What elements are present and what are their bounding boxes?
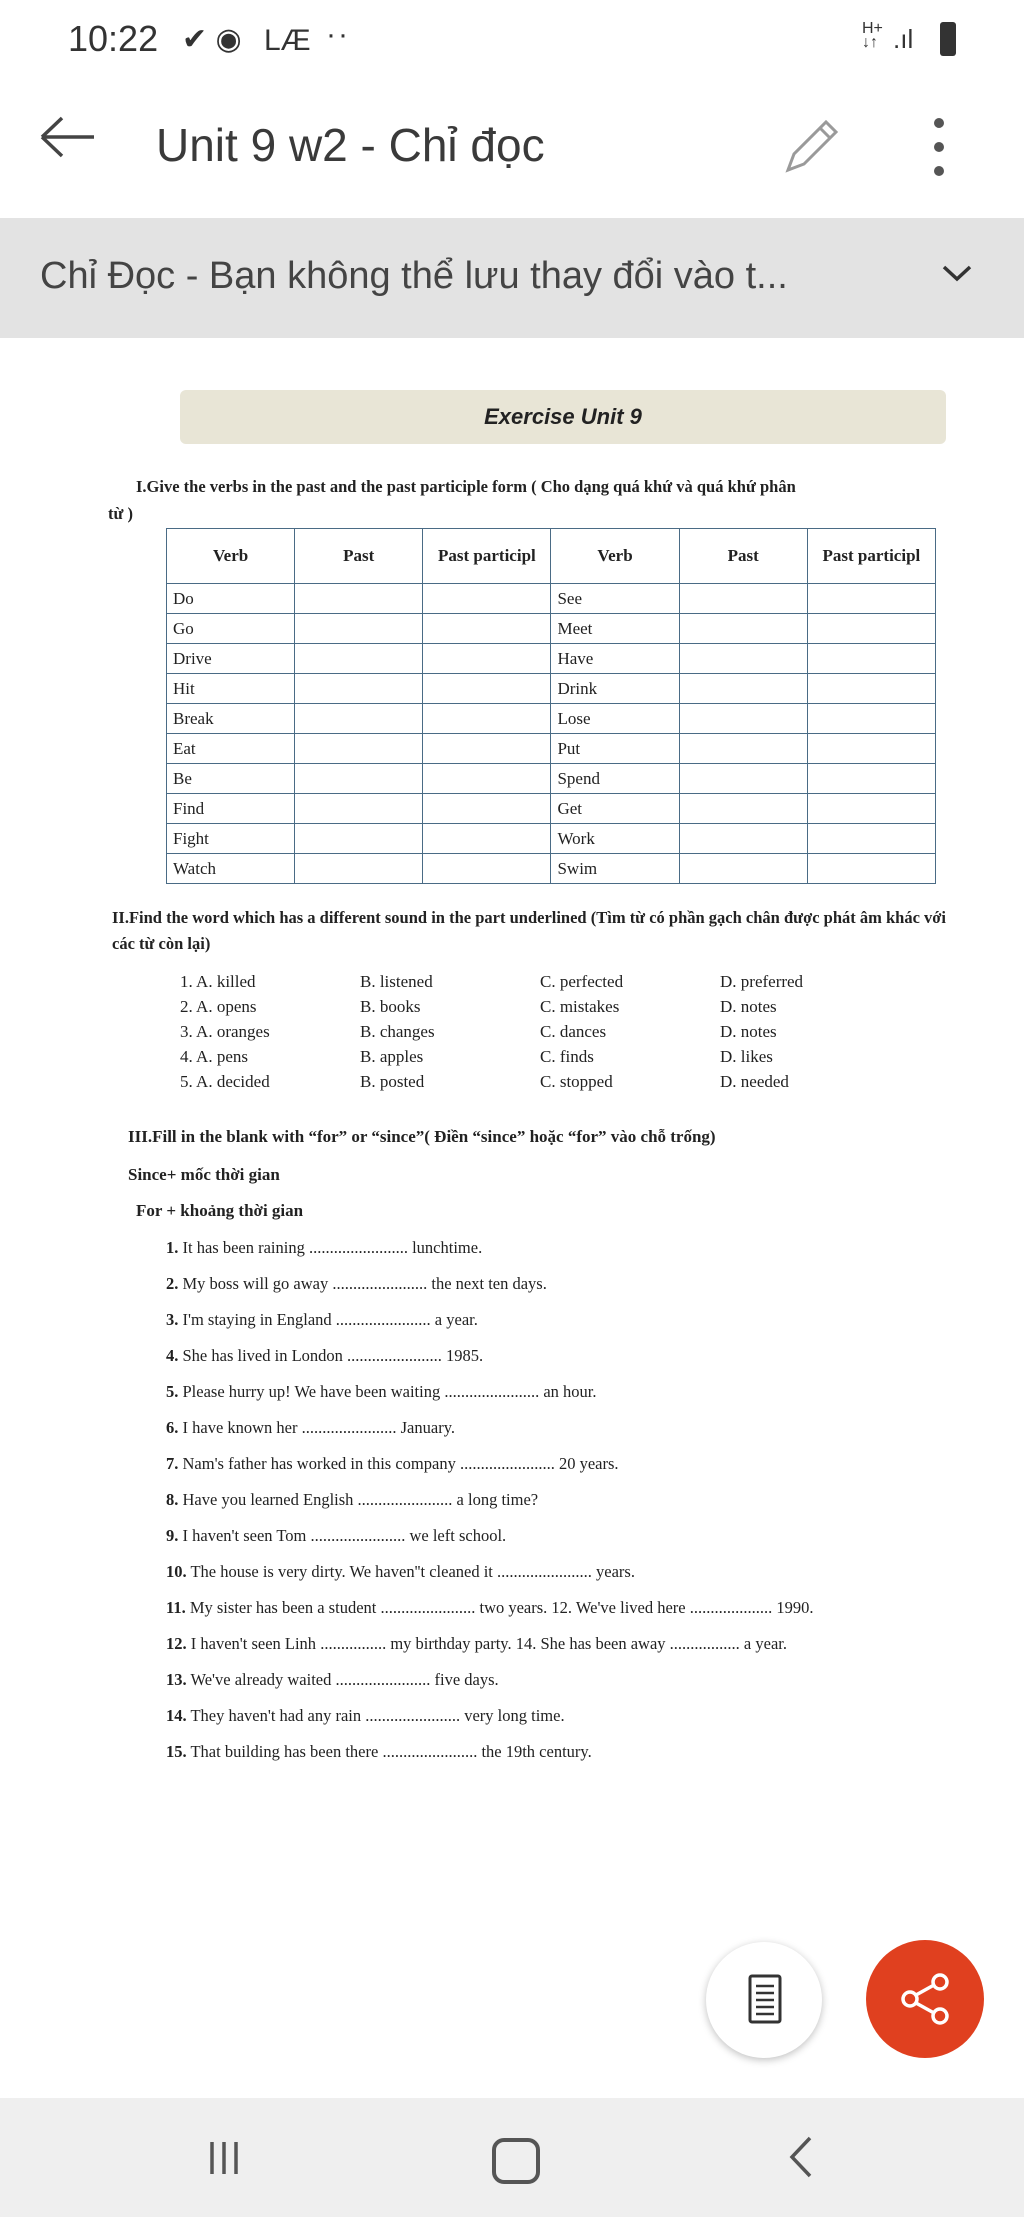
chevron-down-icon[interactable] bbox=[940, 262, 974, 289]
list-item: 10. The house is very dirty. We haven''t cleaned it ....................... years. bbox=[166, 1562, 635, 1581]
verb-cell: Have bbox=[551, 644, 679, 674]
section2-title: II.Find the word which has a different sound in the part underlined (Tìm từ có phần gạch chân được phát âm khác với các từ còn lại) bbox=[112, 908, 947, 953]
verb-cell: Hit bbox=[167, 674, 295, 704]
list-item: 1. It has been raining ........................ lunchtime. bbox=[166, 1238, 483, 1257]
verb-cell: Work bbox=[551, 824, 679, 854]
verb-cell: Spend bbox=[551, 764, 679, 794]
table-row bbox=[167, 704, 936, 734]
signal-icon: .ıl bbox=[893, 24, 914, 54]
header-verb: Verb bbox=[167, 529, 295, 584]
table-row bbox=[167, 614, 936, 644]
exercise-heading: Exercise Unit 9 bbox=[180, 390, 946, 444]
table-row bbox=[167, 824, 936, 854]
readonly-banner-text: Chỉ Đọc - Bạn không thể lưu thay đổi vào t... bbox=[40, 255, 788, 297]
recent-apps-icon[interactable] bbox=[206, 2138, 246, 2183]
notification-icons: ✔ ◉ bbox=[182, 23, 242, 56]
list-item: 3. A. oranges B. changes C. dances D. notes bbox=[180, 1022, 777, 1041]
table-row bbox=[167, 794, 936, 824]
list-item: 4. She has lived in London ....................... 1985. bbox=[166, 1346, 484, 1365]
verb-cell: Get bbox=[551, 794, 679, 824]
back-chevron-icon[interactable] bbox=[786, 2134, 816, 2185]
header-past-participle: Past participl bbox=[423, 529, 551, 584]
verb-cell: Be bbox=[167, 764, 295, 794]
verb-cell: Find bbox=[167, 794, 295, 824]
list-item: 5. A. decided B. posted C. stopped D. needed bbox=[180, 1072, 789, 1091]
list-item: 1. A. killed B. listened C. perfected D. preferred bbox=[180, 972, 804, 991]
table-row bbox=[167, 644, 936, 674]
table-row bbox=[167, 764, 936, 794]
home-icon[interactable] bbox=[492, 2138, 540, 2184]
table-row bbox=[167, 674, 936, 704]
verb-cell: Lose bbox=[551, 704, 679, 734]
verb-table-header bbox=[167, 529, 936, 584]
lte-label: LÆ bbox=[264, 24, 311, 57]
header-past: Past bbox=[679, 529, 807, 584]
verb-cell: Break bbox=[167, 704, 295, 734]
list-item: 4. A. pens B. apples C. finds D. likes bbox=[180, 1047, 773, 1066]
section1-title: I.Give the verbs in the past and the past participle form ( Cho dạng quá khứ và quá khứ phân bbox=[136, 477, 796, 496]
list-item: 7. Nam's father has worked in this company ....................... 20 years. bbox=[166, 1454, 619, 1473]
more-vertical-icon[interactable] bbox=[930, 118, 948, 190]
battery-icon bbox=[940, 22, 956, 56]
arrow-left-icon[interactable] bbox=[38, 110, 98, 175]
verb-cell: Do bbox=[167, 584, 295, 614]
verb-cell: Drink bbox=[551, 674, 679, 704]
share-icon bbox=[866, 1940, 984, 2058]
verb-cell: Fight bbox=[167, 824, 295, 854]
reading-mode-button[interactable] bbox=[706, 1942, 822, 2058]
section3-title: III.Fill in the blank with “for” or “since”( Điền “since” hoặc “for” vào chỗ trống) bbox=[128, 1127, 716, 1146]
share-button[interactable] bbox=[866, 1940, 984, 2058]
verb-cell: Drive bbox=[167, 644, 295, 674]
network-type: H+ ↓↑ bbox=[862, 20, 883, 51]
list-item: 15. That building has been there ....................... the 19th century. bbox=[166, 1742, 592, 1761]
sound-questions bbox=[180, 972, 940, 1097]
list-item: 13. We've already waited ....................... five days. bbox=[166, 1670, 499, 1689]
pencil-icon[interactable] bbox=[780, 114, 840, 181]
list-item: 11. My sister has been a student ....................... two years. 12. We've lived here .................... 1990. bbox=[166, 1598, 814, 1617]
list-item: 12. I haven't seen Linh ................ my birthday party. 14. She has been away ................. a year. bbox=[166, 1634, 787, 1653]
header-verb: Verb bbox=[551, 529, 679, 584]
verb-table bbox=[166, 528, 936, 884]
document-title: Unit 9 w2 - Chỉ đọc bbox=[156, 119, 545, 171]
header-past-participle: Past participl bbox=[807, 529, 935, 584]
list-item: 5. Please hurry up! We have been waiting ....................... an hour. bbox=[166, 1382, 597, 1401]
rule-since: Since+ mốc thời gian bbox=[128, 1165, 280, 1184]
verb-cell: Put bbox=[551, 734, 679, 764]
header-past: Past bbox=[295, 529, 423, 584]
table-row bbox=[167, 734, 936, 764]
list-item: 9. I haven't seen Tom ....................... we left school. bbox=[166, 1526, 507, 1545]
list-item: 6. I have known her ....................... January. bbox=[166, 1418, 456, 1437]
verb-cell: Go bbox=[167, 614, 295, 644]
verb-cell: Meet bbox=[551, 614, 679, 644]
list-item: 3. I'm staying in England ....................... a year. bbox=[166, 1310, 478, 1329]
rule-for: For + khoảng thời gian bbox=[136, 1201, 304, 1220]
fill-in-list bbox=[166, 1238, 956, 1778]
list-item: 14. They haven't had any rain ....................... very long time. bbox=[166, 1706, 565, 1725]
list-item: 8. Have you learned English ....................... a long time? bbox=[166, 1490, 539, 1509]
status-time: 10:22 bbox=[68, 18, 159, 59]
verb-cell: Swim bbox=[551, 854, 679, 884]
verb-cell: Eat bbox=[167, 734, 295, 764]
section1-title-cont: từ ) bbox=[108, 504, 134, 523]
table-row bbox=[167, 584, 936, 614]
verb-cell: See bbox=[551, 584, 679, 614]
list-item: 2. A. opens B. books C. mistakes D. notes bbox=[180, 997, 777, 1016]
list-item: 2. My boss will go away ....................... the next ten days. bbox=[166, 1274, 547, 1293]
more-notifications-dots: ·· bbox=[326, 18, 350, 51]
verb-cell: Watch bbox=[167, 854, 295, 884]
table-row bbox=[167, 854, 936, 884]
reading-mode-icon bbox=[706, 1942, 822, 2058]
